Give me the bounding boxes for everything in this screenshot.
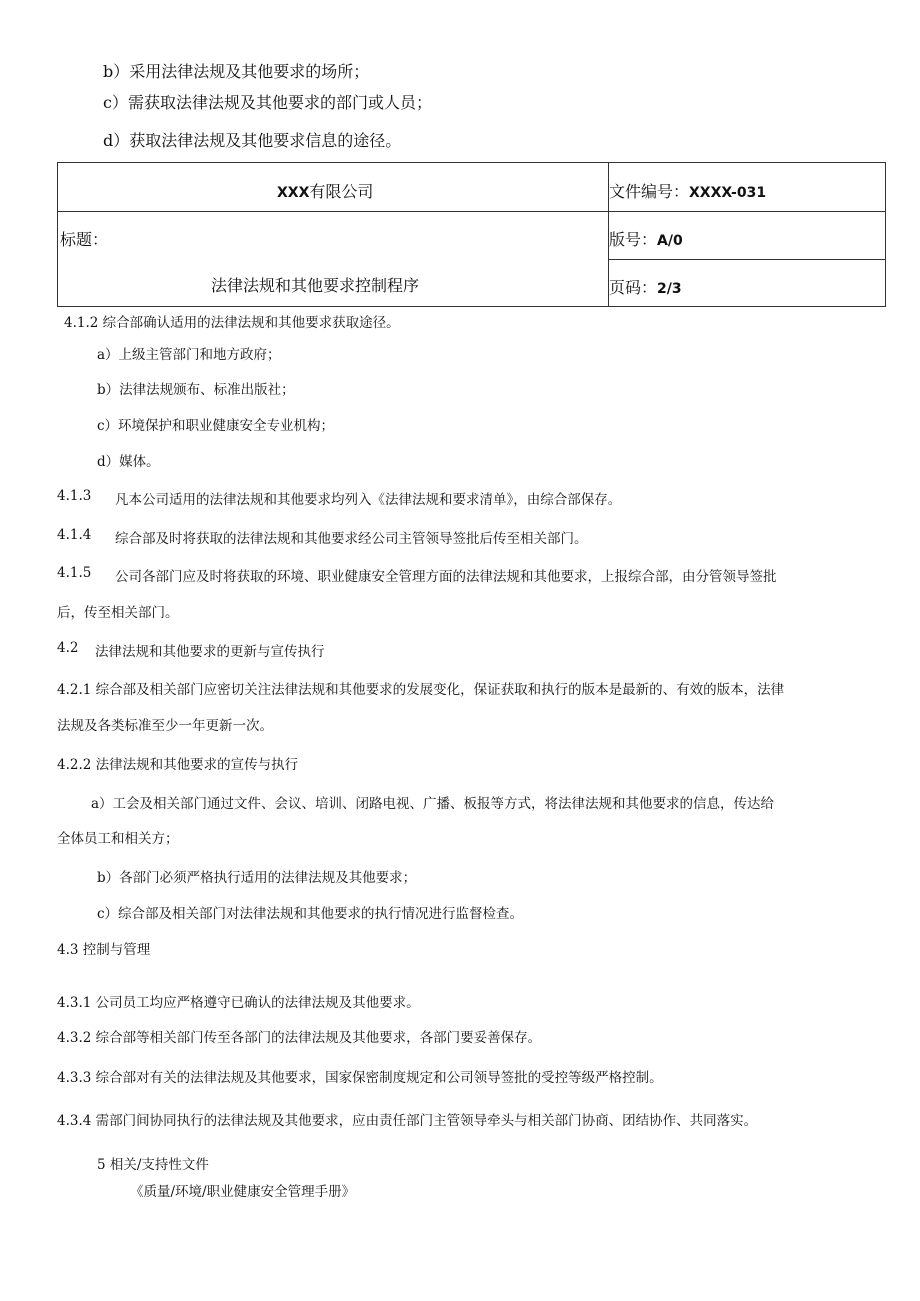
section-4-1-4-number: 4.1.4 (57, 527, 92, 543)
top-item-b: b）采用法律法规及其他要求的场所； (103, 62, 370, 81)
section-4-2: 法律法规和其他要求的更新与宣传执行 (95, 644, 325, 660)
section-4-3: 4.3 控制与管理 (57, 942, 151, 958)
top-item-d: d）获取法律法规及其他要求信息的途径。 (103, 131, 402, 150)
top-item-c: c）需获取法律法规及其他要求的部门或人员； (103, 93, 432, 112)
section-4-1-5-number: 4.1.5 (57, 565, 92, 581)
section-4-2-2-b: b）各部门必须严格执行适用的法律法规及其他要求； (97, 870, 417, 886)
section-4-1-3: 凡本公司适用的法律法规和其他要求均列入《法律法规和要求清单》，由综合部保存。 (115, 492, 622, 508)
document-title: 法律法规和其他要求控制程序 (211, 276, 420, 295)
section-4-1-4: 综合部及时将获取的法律法规和其他要求经公司主管领导签批后传至相关部门。 (115, 531, 588, 547)
list-item: a）上级主管部门和地方政府； (97, 347, 281, 363)
section-5-item: 《质量/环境/职业健康安全管理手册》 (130, 1184, 356, 1200)
header-divider-row1 (58, 211, 885, 212)
list-item: d）媒体。 (97, 454, 160, 470)
section-4-2-1-line1: 4.2.1 综合部及相关部门应密切关注法律法规和其他要求的发展变化，保证获取和执行的版本是最新的、有效的版本，法律 (57, 682, 785, 698)
section-4-2-2: 4.2.2 法律法规和其他要求的宣传与执行 (57, 757, 299, 773)
section-4-1-5-line2: 后，传至相关部门。 (57, 605, 179, 621)
doc-number: 文件编号：XXXX-031 (609, 182, 767, 201)
section-5: 5 相关/支持性文件 (97, 1157, 209, 1173)
section-4-3-3: 4.3.3 综合部对有关的法律法规及其他要求，国家保密制度规定和公司领导签批的受控等级严格控制。 (57, 1070, 663, 1086)
header-divider-row2 (608, 259, 885, 260)
version-number: 版号：A/0 (609, 230, 683, 249)
document-header-table (57, 162, 886, 307)
section-4-2-1-line2: 法规及各类标准至少一年更新一次。 (57, 718, 273, 734)
title-label: 标题： (60, 230, 109, 249)
section-4-2-number: 4.2 (57, 640, 79, 656)
section-4-1-3-number: 4.1.3 (57, 488, 92, 504)
section-4-3-2: 4.3.2 综合部等相关部门传至各部门的法律法规及其他要求，各部门要妥善保存。 (57, 1030, 542, 1046)
section-4-1-5-line1: 公司各部门应及时将获取的环境、职业健康安全管理方面的法律法规和其他要求，上报综合部，由分管领导签批 (115, 569, 777, 585)
list-item: c）环境保护和职业健康安全专业机构； (97, 418, 335, 434)
section-4-1-2: 4.1.2 综合部确认适用的法律法规和其他要求获取途径。 (64, 315, 400, 331)
section-4-2-2-a-line1: a）工会及相关部门通过文件、会议、培训、闭路电视、广播、板报等方式，将法律法规和其他要求的信息，传达给 (91, 796, 775, 812)
section-4-2-2-a-line2: 全体员工和相关方； (57, 831, 179, 847)
list-item: b）法律法规颁布、标准出版社； (97, 382, 295, 398)
section-4-2-2-c: c）综合部及相关部门对法律法规和其他要求的执行情况进行监督检查。 (97, 906, 524, 922)
page-number: 页码：2/3 (609, 278, 682, 297)
section-4-3-4: 4.3.4 需部门间协同执行的法律法规及其他要求，应由责任部门主管领导牵头与相关部门协商、团结协作、共同落实。 (57, 1113, 758, 1129)
section-4-3-1: 4.3.1 公司员工均应严格遵守已确认的法律法规及其他要求。 (57, 995, 420, 1011)
company-name: XXX有限公司 (277, 182, 374, 201)
